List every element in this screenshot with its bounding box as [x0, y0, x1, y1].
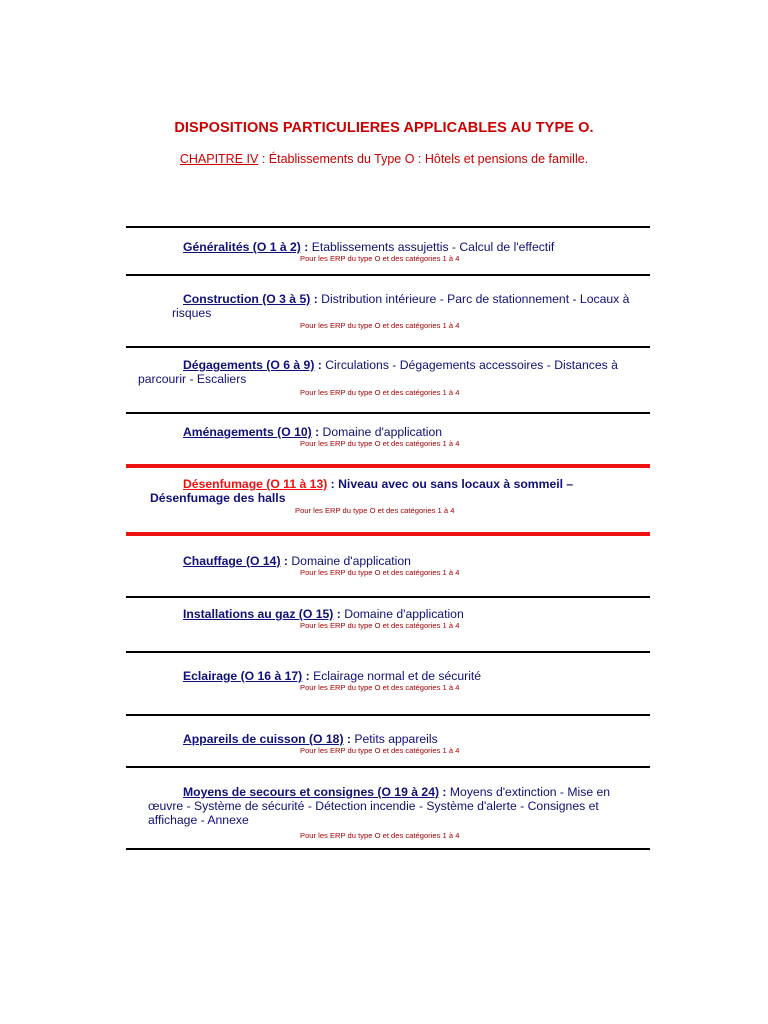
colon: : — [300, 240, 312, 254]
category-note: Pour les ERP du type O et des catégories 1 à 4 — [300, 831, 460, 840]
section-description-cont: affichage - Annexe — [148, 813, 249, 827]
chapter-link[interactable]: CHAPITRE IV — [179, 152, 259, 166]
section-link[interactable]: Aménagements (O 10) — [183, 425, 312, 439]
section-description-cont: œuvre - Système de sécurité - Détection incendie - Système d'alerte - Consignes et — [148, 799, 599, 813]
section-description: Domaine d'application — [291, 554, 411, 568]
category-note: Pour les ERP du type O et des catégories 1 à 4 — [300, 254, 460, 263]
section-link[interactable]: Installations au gaz (O 15) — [183, 607, 334, 621]
section-description-cont: risques — [172, 306, 212, 320]
section-generalites — [0, 240, 768, 264]
divider — [126, 226, 650, 228]
category-note: Pour les ERP du type O et des catégories 1 à 4 — [300, 388, 460, 397]
section-link[interactable]: Appareils de cuisson (O 18) — [183, 732, 344, 746]
section-description: Niveau avec ou sans locaux à sommeil – — [338, 477, 574, 491]
colon: : — [333, 607, 345, 621]
colon: : — [343, 732, 355, 746]
section-link[interactable]: Généralités (O 1 à 2) — [183, 240, 301, 254]
divider — [126, 346, 650, 348]
section-link[interactable]: Dégagements (O 6 à 9) — [183, 358, 315, 372]
category-note: Pour les ERP du type O et des catégories 1 à 4 — [300, 439, 460, 448]
section-description: Domaine d'application — [344, 607, 464, 621]
category-note: Pour les ERP du type O et des catégories 1 à 4 — [300, 746, 460, 755]
colon: : — [311, 425, 323, 439]
divider — [126, 596, 650, 598]
colon: : — [327, 477, 339, 491]
section-description: Moyens d'extinction - Mise en — [449, 785, 611, 799]
category-note: Pour les ERP du type O et des catégories 1 à 4 — [300, 683, 460, 692]
divider — [126, 766, 650, 768]
section-description: Distribution intérieure - Parc de stationnement - Locaux à — [321, 292, 630, 306]
colon: : — [439, 785, 450, 799]
category-note: Pour les ERP du type O et des catégories 1 à 4 — [295, 506, 455, 515]
divider — [126, 412, 650, 414]
section-description: Circulations - Dégagements accessoires - Distances à — [325, 358, 618, 372]
section-gaz — [0, 607, 768, 631]
colon: : — [314, 358, 326, 372]
category-note: Pour les ERP du type O et des catégories 1 à 4 — [300, 621, 460, 630]
section-description: Domaine d'application — [322, 425, 443, 439]
section-construction — [0, 292, 768, 331]
section-link[interactable]: Chauffage (O 14) — [183, 554, 281, 568]
category-note: Pour les ERP du type O et des catégories 1 à 4 — [300, 321, 460, 330]
section-cuisson — [0, 732, 768, 756]
section-eclairage — [0, 669, 768, 693]
section-link[interactable]: Construction (O 3 à 5) — [183, 292, 311, 306]
highlight-divider — [126, 464, 650, 468]
page-title: DISPOSITIONS PARTICULIERES APPLICABLES AU TYPE O. — [174, 120, 594, 136]
divider — [126, 848, 650, 850]
section-desenfumage — [0, 477, 768, 516]
section-degagements — [0, 358, 768, 398]
section-link[interactable]: Moyens de secours et consignes (O 19 à 24) — [183, 785, 440, 799]
divider — [126, 651, 650, 653]
section-description-cont: Désenfumage des halls — [150, 491, 286, 505]
section-moyens-secours — [0, 785, 768, 841]
section-description: Etablissements assujettis - Calcul de l'effectif — [311, 240, 555, 254]
section-chauffage — [0, 554, 768, 578]
divider — [126, 714, 650, 716]
colon: : — [280, 554, 292, 568]
section-amenagements — [0, 425, 768, 449]
chapter-subtitle — [0, 152, 768, 166]
section-link[interactable]: Désenfumage (O 11 à 13) — [183, 477, 328, 491]
category-note: Pour les ERP du type O et des catégories 1 à 4 — [300, 568, 460, 577]
highlight-divider — [126, 532, 650, 536]
section-description: Eclairage normal et de sécurité — [313, 669, 482, 683]
chapter-description: : Établissements du Type O : Hôtels et pensions de famille. — [258, 152, 589, 166]
section-description-cont: parcourir - Escaliers — [138, 372, 247, 386]
colon: : — [310, 292, 322, 306]
section-description: Petits appareils — [354, 732, 438, 746]
divider — [126, 274, 650, 276]
colon: : — [302, 669, 314, 683]
section-link[interactable]: Eclairage (O 16 à 17) — [183, 669, 303, 683]
